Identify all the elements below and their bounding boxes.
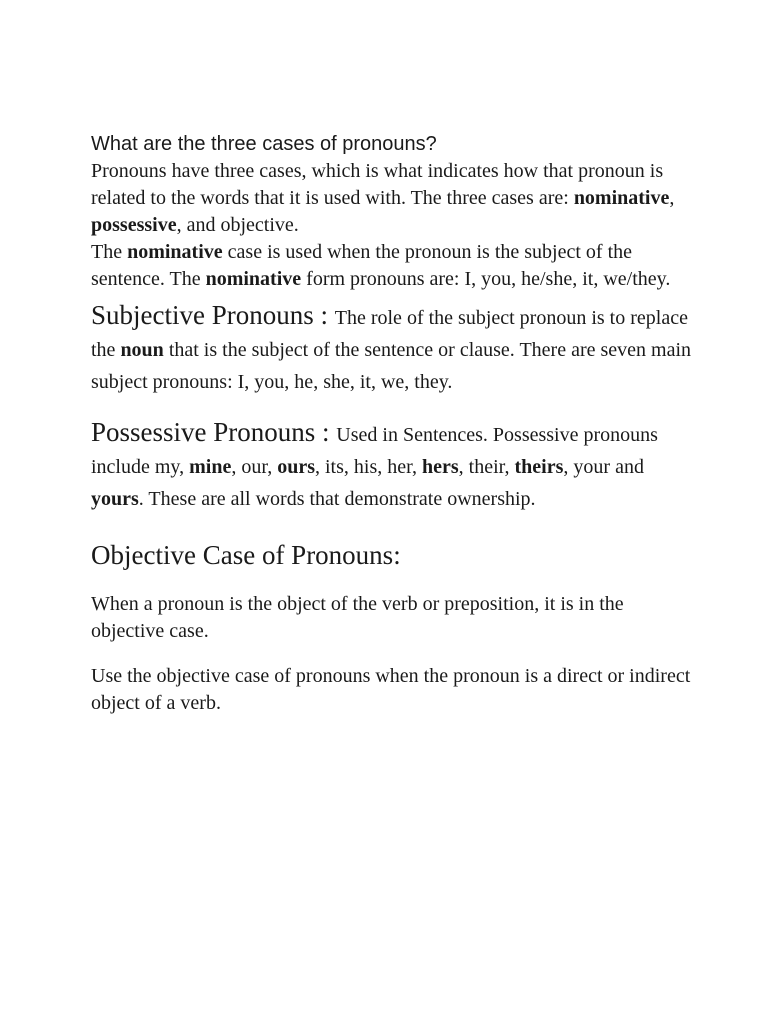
subjective-section — [91, 299, 691, 398]
intro-bold-nominative: nominative — [573, 187, 670, 209]
objective-title: Objective Case of Pronouns: — [91, 540, 401, 570]
possessive-text-6: . These are all words that demonstrate ownership. — [138, 488, 536, 510]
possessive-section — [91, 416, 691, 515]
objective-paragraph-1: When a pronoun is the object of the verb or preposition, it is in the objective case. — [91, 593, 624, 642]
possessive-bold-theirs: theirs — [514, 456, 564, 478]
nominative-paragraph — [91, 239, 691, 293]
nominative-bold-1: nominative — [127, 241, 223, 263]
possessive-text-2: , our, — [231, 456, 278, 478]
possessive-text-4: , their, — [458, 456, 515, 478]
subjective-title: Subjective Pronouns : — [91, 300, 335, 330]
objective-paragraph-2: Use the objective case of pronouns when the pronoun is a direct or indirect object of a verb. — [91, 665, 691, 714]
question-heading: What are the three cases of pronouns? — [91, 133, 437, 155]
possessive-text-1: Used in Sentences. Possessive pronouns include my, — [91, 424, 658, 478]
possessive-bold-mine: mine — [189, 456, 232, 478]
intro-bold-possessive: possessive — [91, 214, 177, 236]
subjective-text-2: that is the subject of the sentence or clause. There are seven main subject pronouns: I, you, he, she, it, we, they. — [91, 339, 692, 393]
possessive-bold-hers: hers — [421, 456, 459, 478]
intro-text-2: , — [669, 187, 675, 209]
intro-paragraph — [91, 158, 691, 239]
nominative-text-1: The — [91, 241, 128, 263]
possessive-text-5: , your and — [563, 456, 644, 478]
intro-text-1: Pronouns have three cases, which is what indicates how that pronoun is related to the words that it is used with. The three cases are: — [91, 160, 664, 209]
subjective-bold-noun: noun — [120, 339, 164, 361]
possessive-text-3: , its, his, her, — [315, 456, 422, 478]
nominative-text-2: case is used when the pronoun is the subject of the sentence. The — [91, 241, 633, 290]
nominative-text-3: form pronouns are: I, you, he/she, it, we/they. — [301, 268, 671, 290]
document-content — [91, 131, 691, 735]
nominative-bold-2: nominative — [205, 268, 302, 290]
possessive-bold-yours: yours — [91, 488, 139, 510]
possessive-bold-ours: ours — [277, 456, 315, 478]
possessive-title: Possessive Pronouns : — [91, 417, 337, 447]
intro-text-3: , and objective. — [176, 214, 299, 236]
subjective-text-1: The role of the subject pronoun is to replace the — [91, 307, 688, 361]
